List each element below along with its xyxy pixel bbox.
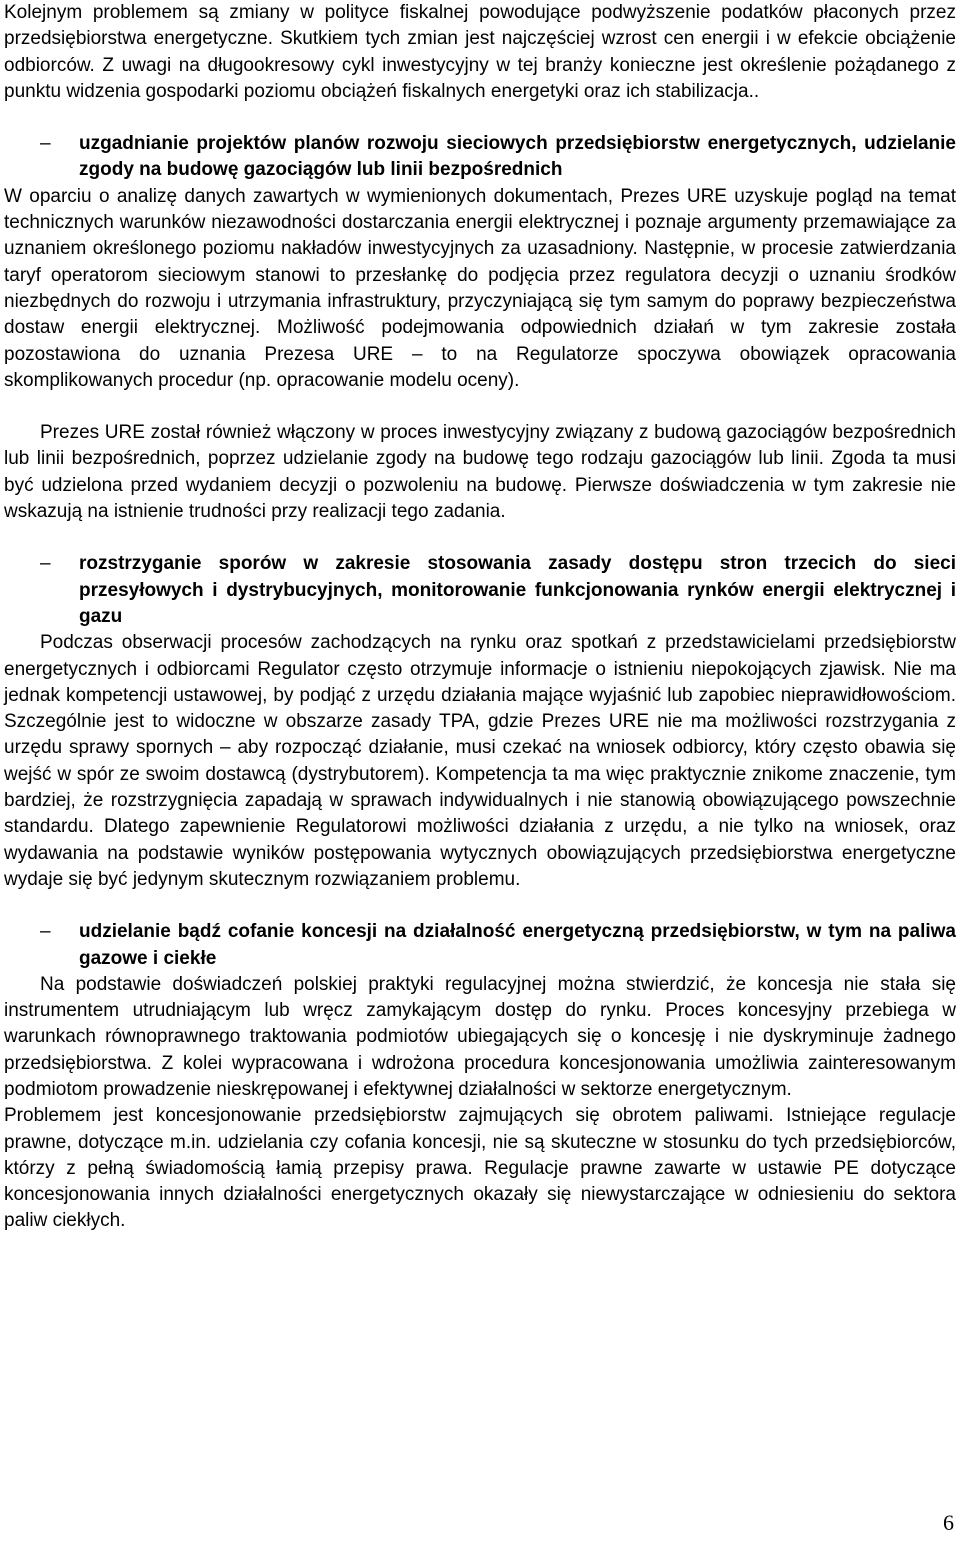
section-heading-network-plans xyxy=(4,131,956,184)
dash-marker: – xyxy=(40,133,51,155)
body-paragraph: Podczas obserwacji procesów zachodzących na rynku oraz spotkań z przedstawicielami przedsiębiorstw energetycznych i odbiorcami Regulator często otrzymuje informacje o istnieniu niepokojących zjawisk. Nie ma jednak kompetencji ustawowej, by podjąć z urzędu działania mające wyjaśnić lub zapobiec nieprawidłowościom. Szczególnie jest to widoczne w obszarze zasady TPA, gdzie Prezes URE nie ma możliwości rozstrzygania z urzędu sprawy spornych – aby rozpocząć działanie, musi czekać na wniosek odbiorcy, który często obawia się wejść w spór ze swoim dostawcą (dystrybutorem). Kompetencja ta ma więc praktycznie znikome znaczenie, tym bardziej, że rozstrzygnięcia zapadają w sprawach indywidualnych i nie stanowią obowiązującego powszechnie standardu. Dlatego zapewnienie Regulatorowi możliwości działania z urzędu, a nie tylko na wniosek, oraz wydawania na podstawie wyników postępowania wytycznych obowiązujących przedsiębiorstwa energetyczne wydaje się być jedynym skutecznym rozwiązaniem problemu. xyxy=(4,632,956,890)
section-heading-text: uzgadnianie projektów planów rozwoju sieciowych przedsiębiorstw energetycznych, udzielanie zgody na budowę gazociągów lub linii bezpośrednich xyxy=(79,133,956,181)
section-heading-text: rozstrzyganie sporów w zakresie stosowania zasady dostępu stron trzecich do sieci przesyłowych i dystrybucyjnych, monitorowanie funkcjonowania rynków energii elektrycznej i gazu xyxy=(79,553,956,627)
document-page xyxy=(4,0,956,1235)
body-paragraph: Prezes URE został również włączony w proces inwestycyjny związany z budową gazociągów bezpośrednich lub linii bezpośrednich, poprzez udzielanie zgody na budowę tego rodzaju gazociągów lub linii. Zgoda ta musi być udzielona przed wydaniem decyzji o pozwoleniu na budowę. Pierwsze doświadczenia w tym zakresie nie wskazują na istnienie trudności przy realizacji tego zadania. xyxy=(4,422,956,523)
body-paragraph: Na podstawie doświadczeń polskiej praktyki regulacyjnej można stwierdzić, że koncesja nie stała się instrumentem utrudniającym lub wręcz zamykającym dostęp do rynku. Proces koncesyjny przebiega w warunkach równoprawnego traktowania podmiotów ubiegających się o koncesję i nie dyskryminuje żadnego przedsiębiorstwa. Z kolei wypracowana i wdrożona procedura koncesjonowania umożliwia zainteresowanym podmiotom prowadzenie nieskrępowanej i efektywnej działalności w sektorze energetycznym. xyxy=(4,973,956,1100)
dash-marker: – xyxy=(40,553,51,575)
spacer xyxy=(4,105,956,131)
section-heading-text: udzielanie bądź cofanie koncesji na działalność energetyczną przedsiębiorstw, w tym na paliwa gazowe i ciekłe xyxy=(79,921,956,969)
spacer xyxy=(4,525,956,551)
body-paragraph: Problemem jest koncesjonowanie przedsiębiorstw zajmujących się obrotem paliwami. Istniejące regulacje prawne, dotyczące m.in. udzielania czy cofania koncesji, nie są skuteczne w stosunku do tych przedsiębiorców, którzy z pełną świadomością łamią przepisy prawa. Regulacje prawne zawarte w ustawie PE dotyczące koncesjonowania innych działalności energetycznych okazały się niewystarczające w odniesieniu do sektora paliw ciekłych. xyxy=(4,1105,956,1232)
body-paragraph: W oparciu o analizę danych zawartych w wymienionych dokumentach, Prezes URE uzyskuje pogląd na temat technicznych warunków niezawodności dostarczania energii elektrycznej i poznaje argumenty przemawiające za uznaniem określonego poziomu nakładów inwestycyjnych za uzasadniony. Następnie, w procesie zatwierdzania taryf operatorom sieciowym stanowi to przesłankę do podjęcia przez regulatora decyzji o uznaniu środków niezbędnych do rozwoju i utrzymania infrastruktury, przyczyniającą się tym samym do poprawy bezpieczeństwa dostaw energii elektrycznej. Możliwość podejmowania odpowiednich działań w tym zakresie została pozostawiona do uznania Prezesa URE – to na Regulatorze spoczywa obowiązek opracowania skomplikowanych procedur (np. opracowanie modelu oceny). xyxy=(4,185,956,391)
section-heading-concessions xyxy=(4,919,956,972)
spacer xyxy=(4,893,956,919)
page-number: 6 xyxy=(943,1510,954,1535)
intro-paragraph: Kolejnym problemem są zmiany w polityce fiskalnej powodujące podwyższenie podatków płaconych przez przedsiębiorstwa energetyczne. Skutkiem tych zmian jest najczęściej wzrost cen energii i w efekcie obciążenie odbiorców. Z uwagi na długookresowy cykl inwestycyjny w tej branży konieczne jest określenie pożądanego z punktu widzenia gospodarki poziomu obciążeń fiskalnych energetyki oraz ich stabilizacja.. xyxy=(4,2,956,102)
dash-marker: – xyxy=(40,921,51,943)
spacer xyxy=(4,394,956,420)
section-heading-disputes xyxy=(4,551,956,630)
